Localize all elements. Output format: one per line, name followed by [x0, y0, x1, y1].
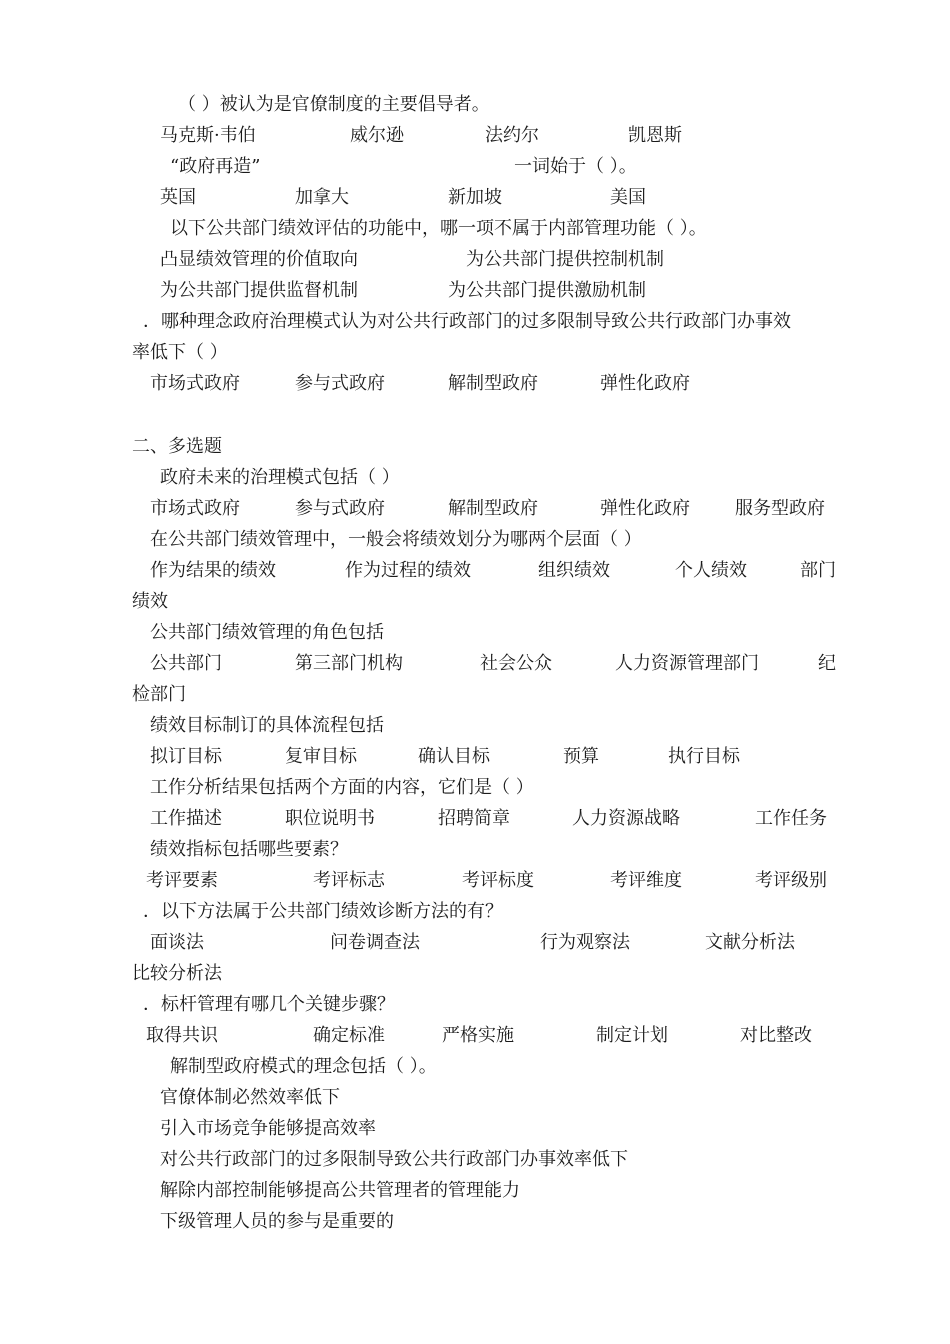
question-text: ．哪种理念政府治理模式认为对公共行政部门的过多限制导致公共行政部门办事效: [143, 311, 791, 332]
option-b: 职位说明书: [285, 808, 375, 829]
option-c: 解制型政府: [448, 498, 538, 519]
option-c: 招聘简章: [438, 808, 510, 829]
option-e-wrap: 绩效: [132, 591, 168, 612]
option-c: 法约尔: [485, 125, 539, 146]
option-d: 弹性化政府: [600, 498, 690, 519]
option-a: 市场式政府: [150, 498, 240, 519]
question-text: 工作分析结果包括两个方面的内容，它们是（ ）: [150, 777, 534, 798]
option-e: 考评级别: [755, 870, 827, 891]
option-a: 英国: [160, 187, 196, 208]
option-c: 确认目标: [418, 746, 490, 767]
option-c: 考评标度: [462, 870, 534, 891]
option-e: 纪: [818, 653, 836, 674]
option-d: 个人绩效: [675, 560, 747, 581]
question-text: 在公共部门绩效管理中，一般会将绩效划分为哪两个层面（ ）: [150, 529, 642, 550]
option-a: 拟订目标: [150, 746, 222, 767]
option-c: 解制型政府: [448, 373, 538, 394]
option-e-wrap: 比较分析法: [132, 963, 222, 984]
question-text: 绩效目标制订的具体流程包括: [150, 715, 384, 736]
option-d: 凯恩斯: [628, 125, 682, 146]
option-b: 问卷调查法: [330, 932, 420, 953]
question-text-wrap: 率低下（ ）: [132, 342, 228, 363]
option-e-wrap: 检部门: [132, 684, 186, 705]
option-b: 复审目标: [285, 746, 357, 767]
option-a: 工作描述: [150, 808, 222, 829]
option-c: 严格实施: [442, 1025, 514, 1046]
option-a: 市场式政府: [150, 373, 240, 394]
options-row: [0, 743, 950, 771]
options-row: [0, 122, 950, 150]
options-row: [0, 184, 950, 212]
option-d: 人力资源战略: [572, 808, 680, 829]
option-d: 人力资源管理部门: [615, 653, 759, 674]
options-row: [0, 805, 950, 833]
option-e: 部门: [800, 560, 836, 581]
option-b: 加拿大: [295, 187, 349, 208]
question-text: 绩效指标包括哪些要素？: [150, 839, 348, 860]
option-b: 威尔逊: [350, 125, 404, 146]
option-b: 确定标准: [313, 1025, 385, 1046]
options-row: [0, 277, 950, 305]
option-e: 工作任务: [755, 808, 827, 829]
options-row: [0, 246, 950, 274]
option-d: 弹性化政府: [600, 373, 690, 394]
option-a: 考评要素: [146, 870, 218, 891]
option-b: 考评标志: [313, 870, 385, 891]
option-d: 美国: [610, 187, 646, 208]
option-c: 行为观察法: [540, 932, 630, 953]
option-a: 凸显绩效管理的价值取向: [160, 249, 358, 270]
option-b: 参与式政府: [295, 373, 385, 394]
option-b: 参与式政府: [295, 498, 385, 519]
options-row: [0, 929, 950, 957]
option-a: 作为结果的绩效: [150, 560, 276, 581]
question-text-part1: “政府再造”: [170, 156, 261, 177]
option-b: 为公共部门提供控制机制: [466, 249, 664, 270]
question-text: ．以下方法属于公共部门绩效诊断方法的有？: [143, 901, 503, 922]
option-c: 社会公众: [480, 653, 552, 674]
option-d: 文献分析法: [705, 932, 795, 953]
option-e: 对比整改: [740, 1025, 812, 1046]
question-text: 以下公共部门绩效评估的功能中，哪一项不属于内部管理功能（ ）。: [170, 218, 707, 239]
option-e: 执行目标: [668, 746, 740, 767]
option-d: 制定计划: [596, 1025, 668, 1046]
options-row: [0, 1022, 950, 1050]
option-a: 官僚体制必然效率低下: [160, 1087, 340, 1108]
option-d: 为公共部门提供激励机制: [448, 280, 646, 301]
options-row: [0, 370, 950, 398]
options-row: [0, 495, 950, 523]
question-stem: [0, 153, 950, 181]
option-e: 服务型政府: [735, 498, 825, 519]
option-e: 下级管理人员的参与是重要的: [160, 1211, 394, 1232]
options-row: [0, 557, 950, 585]
options-row: [0, 867, 950, 895]
question-text: 政府未来的治理模式包括（ ）: [160, 467, 400, 488]
option-a: 公共部门: [150, 653, 222, 674]
option-b: 作为过程的绩效: [345, 560, 471, 581]
option-a: 取得共识: [146, 1025, 218, 1046]
option-d: 预算: [563, 746, 599, 767]
question-text: 解制型政府模式的理念包括（ ）。: [170, 1056, 437, 1077]
option-c: 新加坡: [448, 187, 502, 208]
question-text: ．标杆管理有哪几个关键步骤？: [143, 994, 395, 1015]
option-a: 面谈法: [150, 932, 204, 953]
option-c: 组织绩效: [538, 560, 610, 581]
option-c: 为公共部门提供监督机制: [160, 280, 358, 301]
option-d: 解除内部控制能够提高公共管理者的管理能力: [160, 1180, 520, 1201]
options-row: [0, 650, 950, 678]
question-text-part2: 一词始于（ ）。: [514, 156, 637, 177]
option-b: 第三部门机构: [295, 653, 403, 674]
option-d: 考评维度: [610, 870, 682, 891]
option-c: 对公共行政部门的过多限制导致公共行政部门办事效率低下: [160, 1149, 628, 1170]
question-text: 公共部门绩效管理的角色包括: [150, 622, 384, 643]
question-text: （ ）被认为是官僚制度的主要倡导者。: [178, 94, 490, 115]
option-b: 引入市场竞争能够提高效率: [160, 1118, 376, 1139]
option-a: 马克斯·韦伯: [160, 125, 256, 146]
section-title: 二、多选题: [132, 436, 222, 457]
